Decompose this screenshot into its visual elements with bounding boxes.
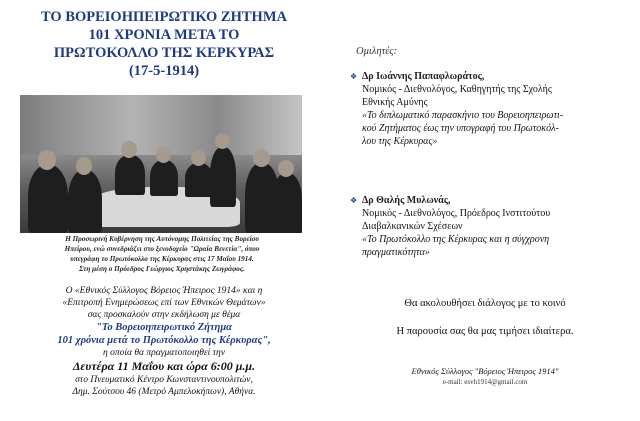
photo-figure	[185, 163, 213, 197]
photo-figure	[210, 147, 236, 207]
photo-figure	[68, 170, 102, 233]
photo-figure-head	[253, 149, 270, 167]
event-topic-line-2: 101 χρόνια μετά το Πρωτόκολλο της Κέρκυρας",	[57, 335, 271, 346]
photo-figure-head	[76, 157, 92, 175]
speakers-heading: Ομιλητές:	[356, 46, 398, 57]
photo-figure	[272, 173, 302, 233]
invitation-line-2: «Επιτροπή Ενημερώσεως επί των Εθνικών Θεμάτων»	[62, 298, 266, 308]
photo-caption	[18, 234, 306, 274]
caption-line-3: υπεγράφη το Πρωτόκολλο της Κέρκυρας στις 17 Μαΐου 1914.	[70, 255, 254, 263]
photo-figure-head	[215, 133, 230, 149]
historical-photo	[20, 95, 302, 233]
speaker-name: Δρ Θαλής Μυλωνάς,	[362, 195, 451, 206]
caption-line-1: Η Προσωρινή Κυβέρνηση της Αυτόνομης Πολιτείας της Βορείου	[65, 235, 259, 243]
dialogue-note: Θα ακολουθήσει διάλογος με το κοινό	[404, 298, 566, 309]
venue-line-2: Δημ. Σούτσου 46 (Μετρό Αμπελοκήπων), Αθήνα.	[72, 387, 256, 397]
photo-figure-head	[38, 150, 56, 170]
invitation-line-1: Ο «Εθνικός Σύλλογος Βόρειος Ήπειρος 1914» και η	[65, 286, 263, 296]
speaker-name: Δρ Ιωάννης Παπαφλωράτος,	[362, 71, 485, 82]
event-title	[14, 8, 314, 80]
title-date: (17-5-1914)	[128, 63, 200, 79]
photo-figure-head	[278, 160, 294, 177]
event-date: Δευτέρα 11 Μαΐου και ώρα 6:00 μ.μ.	[72, 359, 256, 373]
photo-figure	[150, 160, 178, 196]
title-line-3: ΠΡΩΤΟΚΟΛΛΟ ΤΗΣ ΚΕΡΚΥΡΑΣ	[53, 45, 275, 61]
diamond-bullet-icon: ❖	[350, 72, 358, 81]
speaker-role: Διαβαλκανικών Σχέσεων	[362, 221, 463, 232]
caption-line-4: Στη μέση ο Πρόεδρος Γεώργιος Χρηστάκης Ζωγράφος.	[79, 265, 245, 273]
invitation-text	[14, 285, 314, 398]
speaker-role: Εθνικής Αμύνης	[362, 97, 428, 108]
organizer-email[interactable]: e-mail: esvh1914@gmail.com	[442, 378, 528, 386]
photo-figure-head	[191, 150, 206, 166]
speaker-topic: «Το διπλωματικό παρασκήνιο του Βορειοηπειρωτι-	[362, 110, 564, 121]
invitation-line-4: η οποία θα πραγματοποιηθεί την	[103, 348, 225, 358]
speaker-role: Νομικός - Διεθνολόγος, Καθηγητής της Σχολής	[362, 84, 552, 95]
photo-wall	[20, 95, 302, 155]
speaker-topic: πραγματικότητα»	[362, 247, 430, 258]
speaker-topic: λου της Κέρκυρας»	[362, 136, 438, 147]
title-line-2: 101 ΧΡΟΝΙΑ ΜΕΤΑ ΤΟ	[88, 27, 240, 43]
caption-line-2: Ηπείρου, ενώ συνεδριάζει στο ξενοδοχείο "Ωραία Βενετία", όπου	[64, 245, 260, 253]
speaker-role: Νομικός - Διεθνολόγος, Πρόεδρος Ινστιτούτου	[362, 208, 551, 219]
organizer-name: Εθνικός Σύλλογος "Βόρειος Ήπειρος 1914"	[411, 366, 559, 376]
diamond-bullet-icon: ❖	[350, 196, 358, 205]
event-topic-line-1: "Το Βορειοηπειρωτικό Ζήτημα	[96, 322, 232, 333]
honor-note: Η παρουσία σας θα μας τιμήσει ιδιαίτερα.	[396, 326, 574, 337]
photo-figure-head	[121, 141, 137, 158]
photo-figure	[115, 155, 145, 195]
photo-figure	[28, 165, 68, 233]
invitation-line-3: σας προσκαλούν στην εκδήλωση με θέμα	[87, 310, 241, 320]
venue-line-1: στο Πνευματικό Κέντρο Κωνσταντινουπολιτών,	[75, 375, 253, 385]
speaker-2	[350, 194, 635, 259]
speaker-1	[350, 70, 635, 148]
title-line-1: ΤΟ ΒΟΡΕΙΟΗΠΕΙΡΩΤΙΚΟ ΖΗΤΗΜΑ	[41, 9, 287, 25]
photo-figure-head	[156, 147, 171, 163]
speaker-topic: κού Ζητήματος έως την υπογραφή του Πρωτοκόλ-	[362, 123, 559, 134]
speaker-topic: «Το Πρωτόκολλο της Κέρκυρας και η σύγχρονη	[362, 234, 550, 245]
